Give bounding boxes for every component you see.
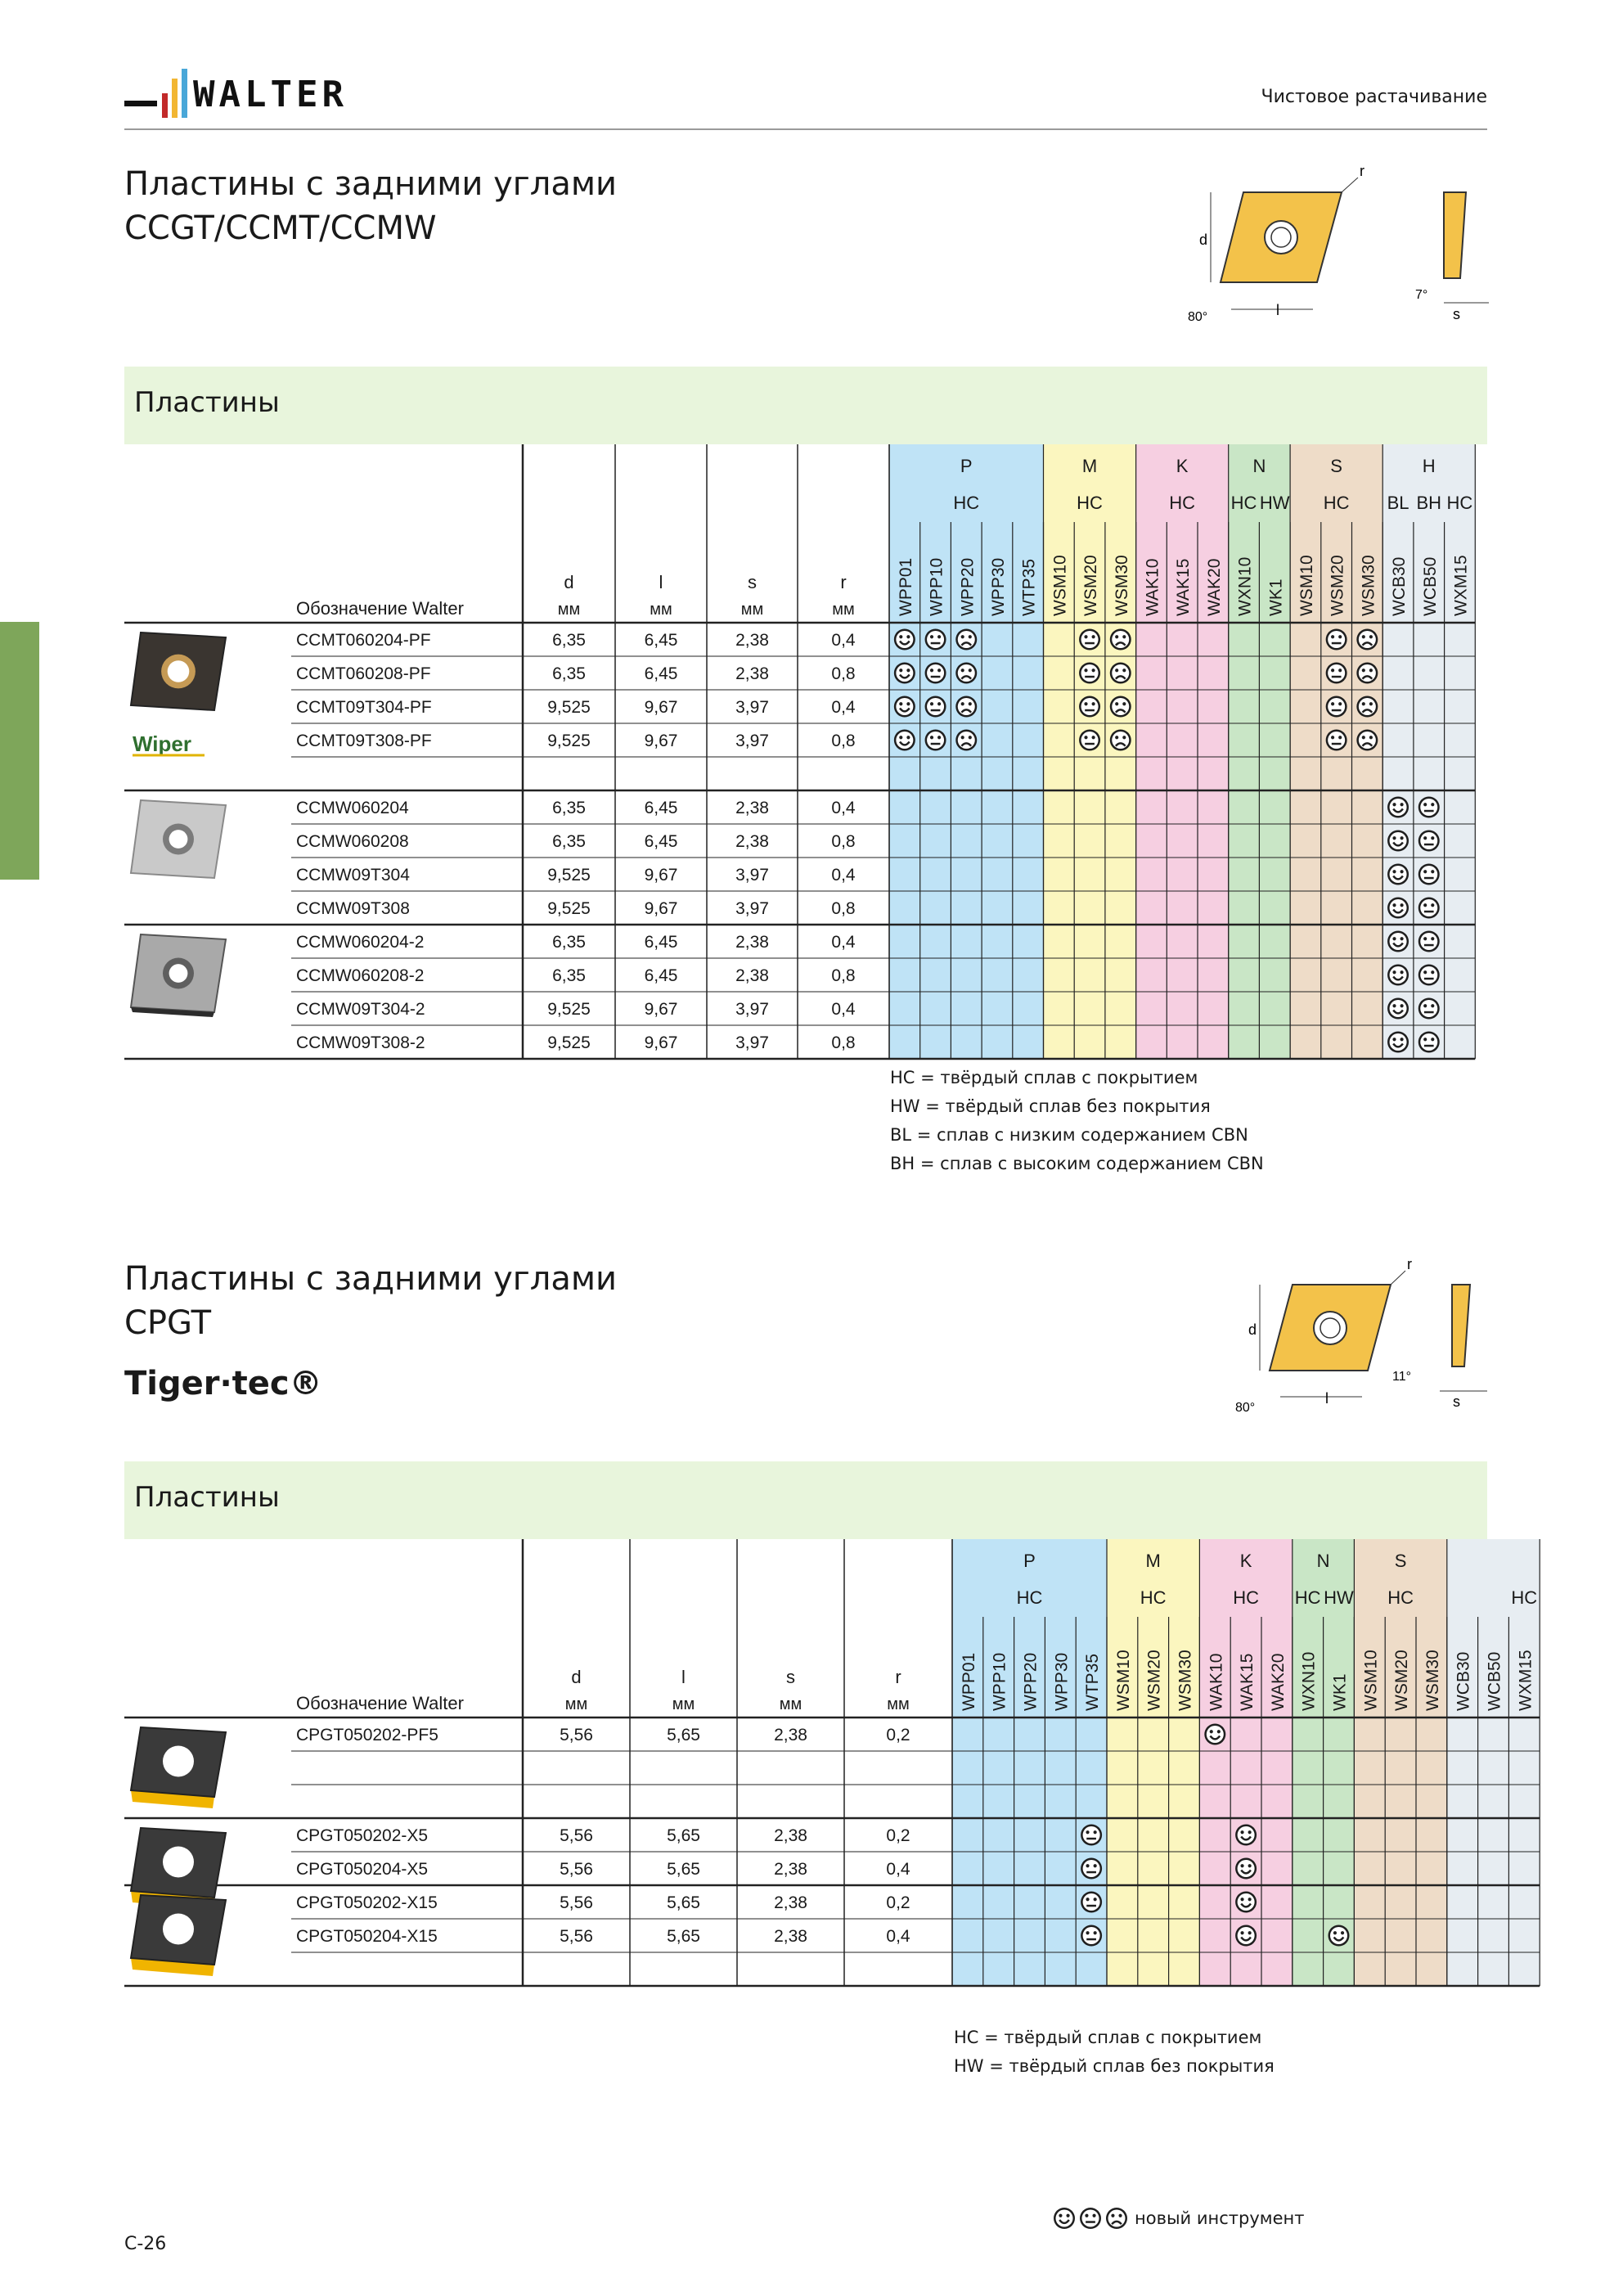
- section1-band-label: Пластины: [134, 386, 280, 419]
- grade-wcb30-16: WCB30: [1390, 556, 1409, 616]
- grade-wak15-9: WAK15: [1238, 1653, 1257, 1711]
- cell-d: 6,35: [552, 631, 586, 650]
- cell-d: 5,56: [560, 1860, 593, 1879]
- col-header-name: Обозначение Walter: [296, 598, 464, 619]
- designation-cpgt050202-x15: CPGT050202-X15: [296, 1893, 438, 1912]
- col-header-d-unit: мм: [557, 601, 581, 619]
- cell-r: 0,8: [831, 832, 856, 851]
- group-sub-M: HC: [1140, 1587, 1167, 1608]
- grade-wsm20-14: WSM20: [1328, 555, 1347, 616]
- grade-wsm10-13: WSM10: [1297, 555, 1316, 616]
- cell-d: 6,35: [552, 799, 586, 817]
- group-sub-extra-hc: HC: [1511, 1587, 1538, 1608]
- group-sub-N-hw: HW: [1324, 1587, 1354, 1608]
- designation-ccmt060204-pf: CCMT060204-PF: [296, 631, 431, 650]
- designation-ccmw060204-2: CCMW060204-2: [296, 933, 425, 952]
- neutral-grade-icon: [1081, 1825, 1102, 1846]
- col-header-s: s: [786, 1667, 795, 1687]
- smile-grade-icon: [1235, 1925, 1257, 1947]
- cell-d: 5,56: [560, 1927, 593, 1946]
- sad-icon: [1106, 2208, 1127, 2229]
- smile-grade-icon: [1235, 1892, 1257, 1913]
- legend-hc: HC = твёрдый сплав с покрытием: [890, 1068, 1198, 1087]
- cell-d: 5,56: [560, 1826, 593, 1845]
- cell-s: 2,38: [774, 1826, 807, 1845]
- grade-wpp30-3: WPP30: [1052, 1652, 1072, 1711]
- grade-wxm15-18: WXM15: [1451, 555, 1471, 616]
- grade-wsm30-7: WSM30: [1176, 1650, 1195, 1711]
- tigertec-brand: Tiger·tec®: [124, 1365, 322, 1402]
- group-label-P: P: [960, 456, 973, 476]
- cell-d: 9,525: [547, 698, 591, 717]
- dim-d: d: [1199, 232, 1208, 248]
- cell-s: 2,38: [735, 631, 769, 650]
- col-header-s-unit: мм: [740, 601, 764, 619]
- grade-wpp01-0: WPP01: [959, 1652, 978, 1711]
- grade-wpp20-2: WPP20: [958, 557, 978, 616]
- legend-hw: HW = твёрдый сплав без покрытия: [890, 1096, 1211, 1116]
- designation-ccmt09t308-pf: CCMT09T308-PF: [296, 732, 432, 750]
- dim-clearance-2: 11°: [1392, 1370, 1412, 1384]
- insert-photo-1: [131, 1727, 226, 1808]
- col-header-r: r: [840, 572, 847, 592]
- dim-d-2: d: [1248, 1321, 1257, 1338]
- cell-l: 5,65: [667, 1826, 700, 1845]
- cell-l: 5,65: [667, 1927, 700, 1946]
- grade-wak15-9: WAK15: [1174, 558, 1194, 616]
- smile-grade-icon: [1204, 1724, 1225, 1745]
- cell-s: 2,38: [735, 799, 769, 817]
- group-sub-H-BL: BL: [1387, 493, 1409, 513]
- grade-wcb30-16: WCB30: [1454, 1651, 1473, 1711]
- group-label-S: S: [1394, 1551, 1407, 1571]
- section2-title-line1: Пластины с задними углами: [124, 1260, 618, 1298]
- cell-s: 2,38: [774, 1726, 807, 1745]
- dim-l-2: l: [1325, 1390, 1329, 1407]
- cell-d: 9,525: [547, 732, 591, 750]
- dim-angle-2: 80°: [1235, 1401, 1256, 1415]
- group-sub-K: HC: [1233, 1587, 1259, 1608]
- designation-cpgt050204-x15: CPGT050204-X15: [296, 1927, 438, 1946]
- group-label-M: M: [1081, 456, 1098, 476]
- cell-l: 9,67: [644, 866, 678, 885]
- cell-s: 2,38: [735, 664, 769, 683]
- cell-r: 0,4: [831, 631, 856, 650]
- grade-wsm20-6: WSM20: [1081, 555, 1101, 616]
- group-sub-N-hw: HW: [1259, 493, 1290, 513]
- dim-angle: 80°: [1188, 310, 1208, 324]
- group-sub-N-hc: HC: [1230, 493, 1257, 513]
- group-label-S: S: [1330, 456, 1342, 476]
- grade-wpp20-2: WPP20: [1021, 1652, 1041, 1711]
- group-sub-N-hc: HC: [1294, 1587, 1321, 1608]
- section1-title-line1: Пластины с задними углами: [124, 165, 618, 203]
- smile-grade-icon: [1329, 1925, 1350, 1947]
- grade-wsm10-5: WSM10: [1050, 555, 1070, 616]
- cell-r: 0,4: [886, 1927, 910, 1946]
- grade-wxn10-11: WXN10: [1299, 1651, 1319, 1711]
- cell-l: 5,65: [667, 1726, 700, 1745]
- cell-l: 9,67: [644, 899, 678, 918]
- grade-wsm30-15: WSM30: [1423, 1650, 1442, 1711]
- grade-wxm15-18: WXM15: [1516, 1650, 1535, 1711]
- cell-d: 9,525: [547, 899, 591, 918]
- designation-ccmw060204: CCMW060204: [296, 799, 409, 817]
- grade-wsm30-7: WSM30: [1112, 555, 1131, 616]
- cell-r: 0,2: [886, 1893, 910, 1912]
- cell-d: 6,35: [552, 933, 586, 952]
- col-header-l-unit: мм: [672, 1695, 695, 1713]
- insert-photo-3: [131, 1895, 226, 1976]
- grade-wcb50-17: WCB50: [1420, 556, 1440, 616]
- legend2-hc: HC = твёрдый сплав с покрытием: [954, 2028, 1262, 2047]
- cell-r: 0,2: [886, 1826, 910, 1845]
- neutral-grade-icon: [1081, 1858, 1102, 1880]
- cell-d: 6,35: [552, 832, 586, 851]
- group-label-K: K: [1176, 456, 1189, 476]
- designation-cpgt050202-pf5: CPGT050202-PF5: [296, 1726, 438, 1745]
- col-header-l: l: [681, 1667, 686, 1687]
- group-label-H: H: [1422, 456, 1436, 476]
- dim-clearance: 7°: [1415, 288, 1428, 302]
- group-label-P: P: [1023, 1551, 1036, 1571]
- cell-s: 3,97: [735, 866, 769, 885]
- cell-r: 0,4: [886, 1860, 910, 1879]
- cell-r: 0,8: [831, 966, 856, 985]
- group-sub-M: HC: [1077, 493, 1103, 513]
- page-number: C-26: [124, 2234, 167, 2254]
- cell-l: 5,65: [667, 1893, 700, 1912]
- new-tool-legend: [1051, 2205, 1305, 2231]
- group-sub-H-HC: HC: [1446, 493, 1473, 513]
- designation-ccmw09t308-2: CCMW09T308-2: [296, 1033, 425, 1052]
- cell-l: 9,67: [644, 1000, 678, 1019]
- cell-l: 6,45: [644, 664, 678, 683]
- neutral-icon: [1080, 2208, 1101, 2229]
- grade-wsm10-13: WSM10: [1361, 1650, 1381, 1711]
- cell-d: 5,56: [560, 1726, 593, 1745]
- cell-r: 0,8: [831, 899, 856, 918]
- section1-title-line2: CCGT/CCMT/CCMW: [124, 209, 437, 247]
- smile-icon: [1054, 2208, 1075, 2229]
- group-label-N: N: [1252, 456, 1266, 476]
- section2-band-label: Пластины: [134, 1481, 280, 1514]
- legend-bh: BH = сплав с высоким содержанием CBN: [890, 1154, 1264, 1173]
- grade-wsm30-15: WSM30: [1359, 555, 1378, 616]
- brand-name: WALTER: [193, 74, 348, 115]
- designation-ccmw060208: CCMW060208: [296, 832, 409, 851]
- cell-d: 6,35: [552, 664, 586, 683]
- cell-l: 6,45: [644, 966, 678, 985]
- col-header-name: Обозначение Walter: [296, 1693, 464, 1713]
- legend2-hw: HW = твёрдый сплав без покрытия: [954, 2056, 1275, 2076]
- cell-l: 6,45: [644, 799, 678, 817]
- cell-s: 2,38: [735, 966, 769, 985]
- cell-d: 9,525: [547, 1033, 591, 1052]
- group-sub-P: HC: [953, 493, 980, 513]
- group-sub-S: HC: [1387, 1587, 1414, 1608]
- designation-cpgt050202-x5: CPGT050202-X5: [296, 1826, 429, 1845]
- dim-s: s: [1453, 306, 1460, 322]
- cell-s: 2,38: [774, 1927, 807, 1946]
- cell-s: 3,97: [735, 899, 769, 918]
- cell-r: 0,4: [831, 799, 856, 817]
- grade-wak10-8: WAK10: [1207, 1653, 1226, 1711]
- cell-s: 3,97: [735, 698, 769, 717]
- col-header-l-unit: мм: [650, 601, 672, 619]
- cell-l: 9,67: [644, 698, 678, 717]
- cell-r: 0,8: [831, 732, 856, 750]
- cell-l: 9,67: [644, 1033, 678, 1052]
- neutral-grade-icon: [1081, 1892, 1102, 1913]
- cell-s: 2,38: [735, 832, 769, 851]
- grade-wak20-10: WAK20: [1204, 558, 1224, 616]
- new-tool-label: новый инструмент: [1135, 2208, 1305, 2228]
- dim-l: l: [1276, 302, 1279, 318]
- grade-wpp01-0: WPP01: [896, 557, 915, 616]
- grade-wk1-12: WK1: [1330, 1673, 1350, 1711]
- section2-title-line2: CPGT: [124, 1304, 212, 1342]
- group-sub-H-BH: BH: [1416, 493, 1442, 513]
- section-label: Чистовое растачивание: [1261, 87, 1487, 107]
- col-header-r-unit: мм: [832, 601, 855, 619]
- group-label-M: M: [1145, 1551, 1161, 1571]
- cell-d: 5,56: [560, 1893, 593, 1912]
- neutral-grade-icon: [1081, 1925, 1102, 1947]
- cell-s: 2,38: [735, 933, 769, 952]
- cell-d: 6,35: [552, 966, 586, 985]
- cell-r: 0,8: [831, 1033, 856, 1052]
- smile-grade-icon: [1235, 1858, 1257, 1880]
- designation-ccmw060208-2: CCMW060208-2: [296, 966, 425, 985]
- cell-s: 3,97: [735, 732, 769, 750]
- grade-wpp30-3: WPP30: [988, 557, 1008, 616]
- col-header-l: l: [659, 572, 663, 592]
- grade-wak10-8: WAK10: [1143, 558, 1162, 616]
- cell-l: 9,67: [644, 732, 678, 750]
- group-label-K: K: [1239, 1551, 1252, 1571]
- cell-r: 0,8: [831, 664, 856, 683]
- cell-d: 9,525: [547, 866, 591, 885]
- grade-wxn10-11: WXN10: [1235, 556, 1255, 616]
- col-header-s: s: [748, 572, 757, 592]
- group-sub-S: HC: [1323, 493, 1350, 513]
- grade-wtp35-4: WTP35: [1083, 1653, 1103, 1711]
- grade-wsm10-5: WSM10: [1113, 1650, 1133, 1711]
- legend-bl: BL = сплав с низким содержанием CBN: [890, 1125, 1248, 1145]
- grade-wsm20-14: WSM20: [1392, 1650, 1412, 1711]
- designation-ccmw09t304: CCMW09T304: [296, 866, 410, 885]
- cell-r: 0,4: [831, 698, 856, 717]
- cell-r: 0,4: [831, 933, 856, 952]
- dim-s-2: s: [1453, 1393, 1460, 1410]
- cell-s: 2,38: [774, 1893, 807, 1912]
- grade-icons-legend: [1051, 2205, 1130, 2231]
- col-header-d-unit: мм: [564, 1695, 588, 1713]
- designation-cpgt050204-x5: CPGT050204-X5: [296, 1860, 429, 1879]
- col-header-s-unit: мм: [779, 1695, 803, 1713]
- col-header-r: r: [895, 1667, 901, 1687]
- cell-s: 3,97: [735, 1033, 769, 1052]
- col-header-d: d: [564, 572, 574, 592]
- grade-wk1-12: WK1: [1266, 579, 1286, 616]
- wiper-label: Wiper: [133, 732, 191, 756]
- cell-r: 0,4: [831, 866, 856, 885]
- smile-grade-icon: [1235, 1825, 1257, 1846]
- grade-wcb50-17: WCB50: [1485, 1651, 1504, 1711]
- col-header-d: d: [571, 1667, 582, 1687]
- cell-l: 6,45: [644, 832, 678, 851]
- cell-r: 0,2: [886, 1726, 910, 1745]
- cell-l: 6,45: [644, 933, 678, 952]
- grade-wpp10-1: WPP10: [990, 1652, 1009, 1711]
- designation-ccmt09t304-pf: CCMT09T304-PF: [296, 698, 432, 717]
- cell-l: 6,45: [644, 631, 678, 650]
- grade-wpp10-1: WPP10: [927, 557, 946, 616]
- group-sub-P: HC: [1016, 1587, 1043, 1608]
- group-label-N: N: [1316, 1551, 1330, 1571]
- designation-ccmw09t308: CCMW09T308: [296, 899, 410, 918]
- cell-l: 5,65: [667, 1860, 700, 1879]
- group-sub-K: HC: [1169, 493, 1196, 513]
- designation-ccmt060208-pf: CCMT060208-PF: [296, 664, 431, 683]
- cell-s: 2,38: [774, 1860, 807, 1879]
- dim-r-2: r: [1407, 1256, 1412, 1272]
- dim-r: r: [1360, 163, 1364, 179]
- grade-wtp35-4: WTP35: [1019, 558, 1039, 616]
- section2-legend: [954, 2024, 1275, 2081]
- cell-d: 9,525: [547, 1000, 591, 1019]
- col-header-r-unit: мм: [887, 1695, 910, 1713]
- grade-wak20-10: WAK20: [1268, 1653, 1288, 1711]
- designation-ccmw09t304-2: CCMW09T304-2: [296, 1000, 425, 1019]
- cell-r: 0,4: [831, 1000, 856, 1019]
- grade-wsm20-6: WSM20: [1144, 1650, 1164, 1711]
- cell-s: 3,97: [735, 1000, 769, 1019]
